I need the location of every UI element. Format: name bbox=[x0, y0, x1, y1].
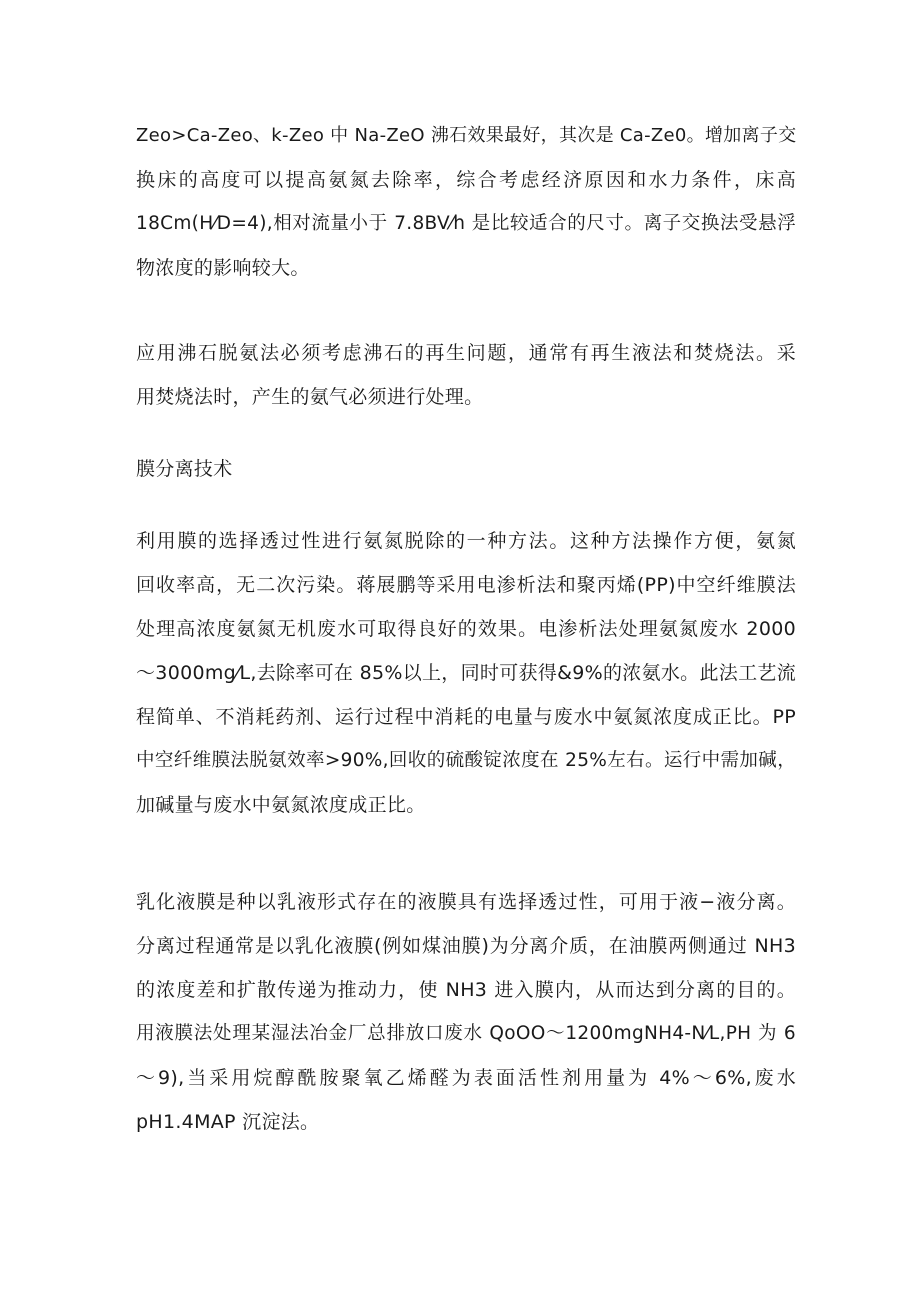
text-line: 利用膜的选择透过性进行氨氮脱除的一种方法。这种方法操作方便，氨氮 bbox=[136, 530, 796, 552]
paragraph-emulsion-liquid-membrane bbox=[136, 880, 796, 1144]
text-line: 中空纤维膜法脱氨效率>90%,回收的硫酸锭浓度在 25%左右。运行中需加碱， bbox=[136, 750, 796, 771]
paragraph-membrane-method bbox=[136, 519, 796, 827]
text-line: 用焚烧法时，产生的氨气必须进行处理。 bbox=[136, 386, 484, 408]
text-line: 乳化液膜是种以乳液形式存在的液膜具有选择透过性，可用于液−液分离。 bbox=[136, 891, 796, 913]
text-line: pH1.4MAP 沉淀法。 bbox=[136, 1111, 320, 1133]
section-heading: 膜分离技术 bbox=[136, 458, 233, 480]
text-line: 处理高浓度氨氮无机废水可取得良好的效果。电渗析法处理氨氮废水 2000 bbox=[136, 618, 796, 640]
text-line: 应用沸石脱氨法必须考虑沸石的再生问题，通常有再生液法和焚烧法。采 bbox=[136, 342, 796, 364]
text-line: 物浓度的影响较大。 bbox=[136, 257, 310, 279]
text-line: 分离过程通常是以乳化液膜(例如煤油膜)为分离介质，在油膜两侧通过 NH3 bbox=[136, 935, 796, 957]
text-line: 程简单、不消耗药剂、运行过程中消耗的电量与废水中氨氮浓度成正比。PP bbox=[136, 706, 796, 728]
paragraph-zeolite-comparison bbox=[136, 114, 796, 290]
paragraph-zeolite-regeneration bbox=[136, 331, 796, 419]
text-line: 回收率高，无二次污染。蒋展鹏等采用电渗析法和聚丙烯(PP)中空纤维膜法 bbox=[136, 574, 796, 596]
text-line: 用液膜法处理某湿法冶金厂总排放口废水 QoOO～1200mgNH4-N⁄L,PH 为 6 bbox=[136, 1023, 796, 1044]
text-line: 的浓度差和扩散传递为推动力，使 NH3 进入膜内，从而达到分离的目的。 bbox=[136, 979, 796, 1001]
text-line: ～3000mg⁄L,去除率可在 85%以上，同时可获得&9%的浓氨水。此法工艺流 bbox=[136, 662, 796, 684]
text-line: ～9),当采用烷醇酰胺聚氧乙烯醛为表面活性剂用量为 4%～6%,废水 bbox=[136, 1067, 796, 1089]
text-line: 换床的高度可以提高氨氮去除率，综合考虑经济原因和水力条件，床高 bbox=[136, 169, 796, 191]
text-line: Zeo>Ca-Zeo、k-Zeo 中 Na-ZeO 沸石效果最好，其次是 Ca-Ze0。增加离子交 bbox=[136, 125, 797, 146]
text-line: 加碱量与废水中氨氮浓度成正比。 bbox=[136, 794, 426, 816]
text-line: 18Cm(H⁄D=4),相对流量小于 7.8BV⁄h 是比较适合的尺寸。离子交换法受悬浮 bbox=[136, 213, 796, 234]
section-heading-membrane-separation bbox=[136, 447, 796, 491]
